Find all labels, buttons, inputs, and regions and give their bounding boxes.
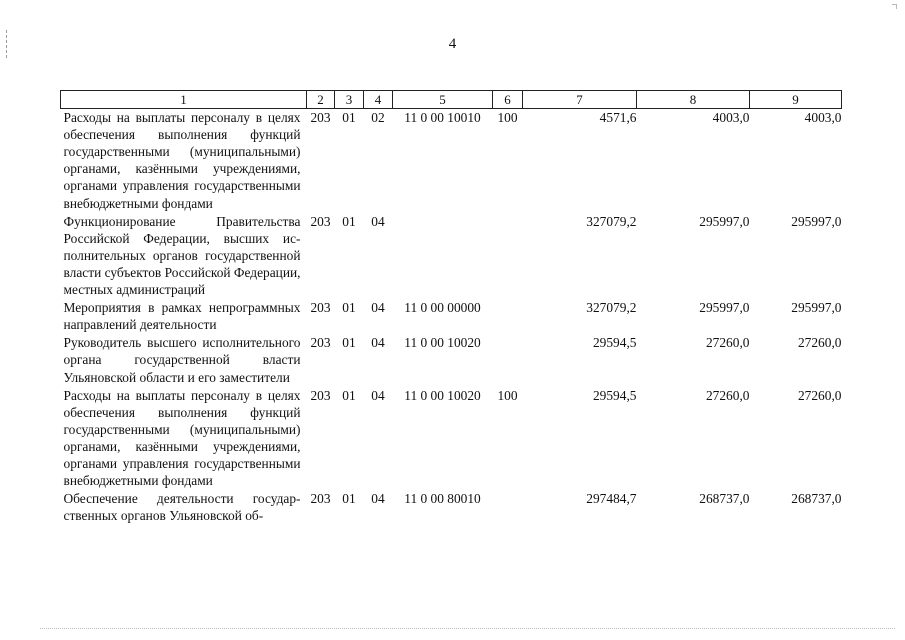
cell-expense-type: 100 (497, 110, 518, 126)
header-cell-4: 4 (364, 91, 393, 109)
cell-amount-9: 4003,0 (804, 110, 842, 126)
cell-amount-9: 295997,0 (791, 213, 842, 229)
cell-amount-8: 295997,0 (699, 300, 750, 316)
cell-amount-9: 268737,0 (791, 491, 842, 507)
header-cell-7: 7 (523, 91, 637, 109)
cell-expense-type (493, 213, 523, 299)
header-cell-5: 5 (393, 91, 493, 109)
cell-subsection: 04 (371, 491, 385, 507)
table-row (61, 334, 842, 386)
table-row (61, 299, 842, 334)
cell-ministry: 203 (310, 300, 331, 316)
cell-expense-type (493, 490, 523, 524)
cell-amount-8: 27260,0 (705, 335, 750, 351)
cell-ministry: 203 (310, 213, 331, 229)
cell-amount-9: 27260,0 (797, 387, 842, 403)
cell-section: 01 (342, 335, 356, 351)
cell-expense-type (493, 334, 523, 386)
cell-expense-type (493, 299, 523, 334)
cell-amount-7: 4571,6 (599, 110, 637, 126)
cell-amount-9: 295997,0 (791, 300, 842, 316)
cell-target-article: 11 0 00 00000 (404, 300, 481, 316)
cell-subsection: 04 (371, 335, 385, 351)
header-cell-2: 2 (307, 91, 335, 109)
cell-ministry: 203 (310, 491, 331, 507)
cell-ministry: 203 (310, 110, 331, 126)
scan-bottom-artifacts (40, 628, 895, 629)
cell-subsection: 04 (371, 300, 385, 316)
cell-subsection: 04 (371, 213, 385, 229)
cell-amount-8: 4003,0 (712, 110, 750, 126)
cell-ministry: 203 (310, 387, 331, 403)
header-cell-3: 3 (335, 91, 364, 109)
cell-amount-7: 327079,2 (586, 213, 637, 229)
cell-amount-7: 327079,2 (586, 300, 637, 316)
table-row (61, 109, 842, 213)
header-cell-9: 9 (750, 91, 842, 109)
cell-section: 01 (342, 387, 356, 403)
cell-section: 01 (342, 491, 356, 507)
cell-section: 01 (342, 213, 356, 229)
cell-amount-8: 295997,0 (699, 213, 750, 229)
cell-subsection: 04 (371, 387, 385, 403)
cell-section: 01 (342, 110, 356, 126)
row-name: Мероприятия в рамках непрограммных направлений деятельности (63, 300, 301, 333)
cell-target-article: 11 0 00 10020 (404, 387, 481, 403)
row-name: Расходы на выплаты персоналу в целях обеспечения выполнения функций государственными (муниципальными) органами, казёнными учреждениями, органами управления государственными внебюджетными фондами (63, 110, 301, 211)
header-cell-8: 8 (637, 91, 750, 109)
table-row (61, 213, 842, 299)
cell-amount-8: 27260,0 (705, 387, 750, 403)
cell-amount-8: 268737,0 (699, 491, 750, 507)
cell-amount-9: 27260,0 (797, 335, 842, 351)
header-cell-1: 1 (61, 91, 307, 109)
corner-mark (892, 4, 897, 9)
cell-section: 01 (342, 300, 356, 316)
page-number: 4 (448, 36, 457, 52)
row-name: Руководитель высшего исполнительного органа государственной власти Ульяновской области и его заместители (63, 335, 301, 385)
cell-ministry: 203 (310, 335, 331, 351)
cell-amount-7: 297484,7 (586, 491, 637, 507)
cell-target-article: 11 0 00 10020 (404, 335, 481, 351)
table-row (61, 387, 842, 491)
budget-table (60, 90, 842, 524)
cell-target-article: 11 0 00 80010 (404, 491, 481, 507)
cell-amount-7: 29594,5 (592, 335, 637, 351)
header-cell-6: 6 (493, 91, 523, 109)
row-name: Обеспечение деятельности государственных органов Ульяновской об- (63, 491, 301, 524)
table-header-row (61, 91, 842, 109)
cell-target-article (393, 213, 493, 299)
row-name: Функционирование Правительства Российской Федерации, высших исполнительных органов государственной власти субъектов Российской Федерации, местных администраций (63, 213, 301, 298)
row-name: Расходы на выплаты персоналу в целях обеспечения выполнения функций государственными (муниципальными) органами, казёнными учреждениями, органами управления государственными внебюджетными фондами (63, 387, 301, 489)
cell-amount-7: 29594,5 (592, 387, 637, 403)
table-row (61, 490, 842, 524)
cell-target-article: 11 0 00 10010 (404, 110, 481, 126)
cell-expense-type: 100 (497, 387, 518, 403)
cell-subsection: 02 (371, 110, 385, 126)
